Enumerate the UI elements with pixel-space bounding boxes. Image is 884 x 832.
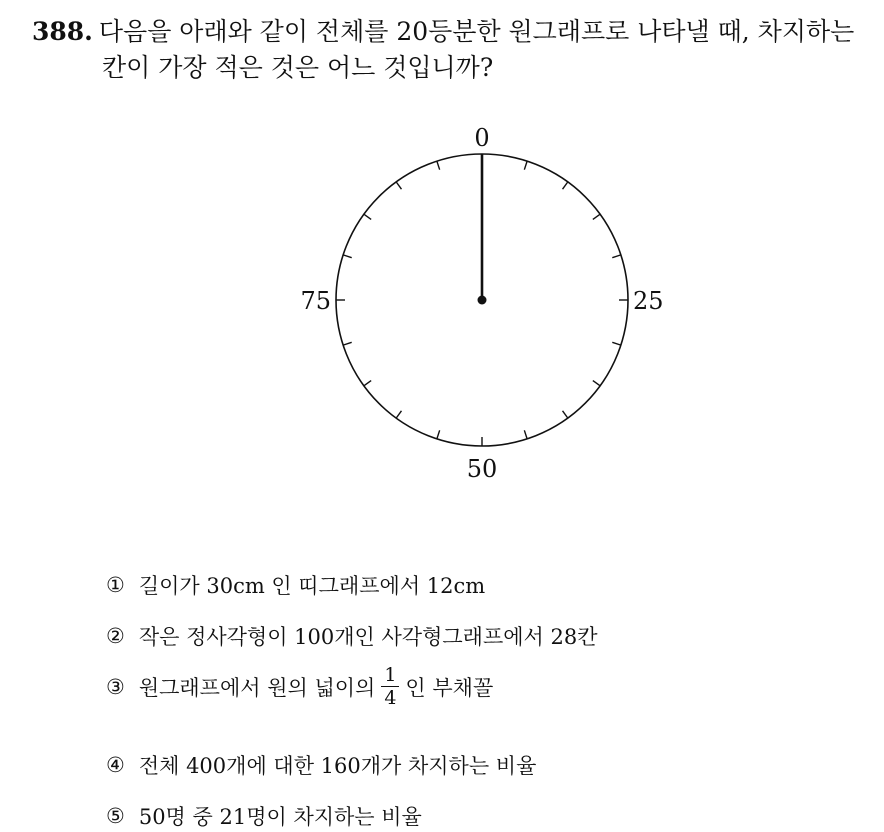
circle-outline xyxy=(336,154,628,446)
choice-5-marker: ⑤ xyxy=(106,804,125,828)
choice-3[interactable] xyxy=(106,665,493,708)
choice-3-marker: ③ xyxy=(106,674,125,699)
tick-mark-6 xyxy=(612,342,621,345)
tick-mark-14 xyxy=(343,342,352,345)
choice-1-marker: ① xyxy=(106,573,125,597)
tick-mark-4 xyxy=(612,255,621,258)
tick-mark-7 xyxy=(593,381,600,386)
tick-mark-17 xyxy=(364,214,371,219)
choice-1-text: 길이가 30cm 인 띠그래프에서 12cm xyxy=(138,574,486,598)
tick-mark-12 xyxy=(396,411,401,418)
fraction-denominator: 4 xyxy=(384,687,397,709)
choice-3-text-after: 인 부채꼴 xyxy=(405,675,494,700)
tick-mark-2 xyxy=(563,182,568,189)
label-50: 50 xyxy=(466,455,498,483)
choice-1[interactable] xyxy=(106,570,485,600)
choice-4-marker: ④ xyxy=(106,753,125,777)
tick-mark-19 xyxy=(437,161,440,170)
question-text xyxy=(32,14,872,86)
question-line-2: 칸이 가장 적은 것은 어느 것입니까? xyxy=(102,53,494,82)
choice-4-text: 전체 400개에 대한 160개가 차지하는 비율 xyxy=(138,754,537,778)
tick-marks xyxy=(336,154,628,446)
choice-3-text-before: 원그래프에서 원의 넓이의 xyxy=(138,675,376,700)
choice-5-text: 50명 중 21명이 차지하는 비율 xyxy=(138,805,422,829)
label-0: 0 xyxy=(474,124,490,152)
choice-5[interactable] xyxy=(106,801,422,831)
choice-2-marker: ② xyxy=(106,624,125,648)
tick-mark-18 xyxy=(396,182,401,189)
center-dot xyxy=(478,296,487,305)
tick-mark-13 xyxy=(364,381,371,386)
tick-mark-1 xyxy=(524,161,527,170)
label-75: 75 xyxy=(300,287,331,315)
fraction-numerator: 1 xyxy=(381,665,399,687)
tick-mark-11 xyxy=(437,430,440,439)
choice-4[interactable] xyxy=(106,750,536,780)
fraction-one-quarter xyxy=(381,665,399,708)
tick-mark-3 xyxy=(593,214,600,219)
tick-mark-9 xyxy=(524,430,527,439)
choice-2[interactable] xyxy=(106,621,597,651)
label-25: 25 xyxy=(633,287,664,315)
question-number: 388. xyxy=(32,17,93,46)
choice-2-text: 작은 정사각형이 100개인 사각형그래프에서 28칸 xyxy=(138,625,598,649)
tick-mark-16 xyxy=(343,255,352,258)
tick-mark-8 xyxy=(563,411,568,418)
question-line-1 xyxy=(32,14,872,50)
question-stem-part-1: 다음을 아래와 같이 전체를 20등분한 원그래프로 나타낼 때, 차지하는 xyxy=(98,17,855,46)
